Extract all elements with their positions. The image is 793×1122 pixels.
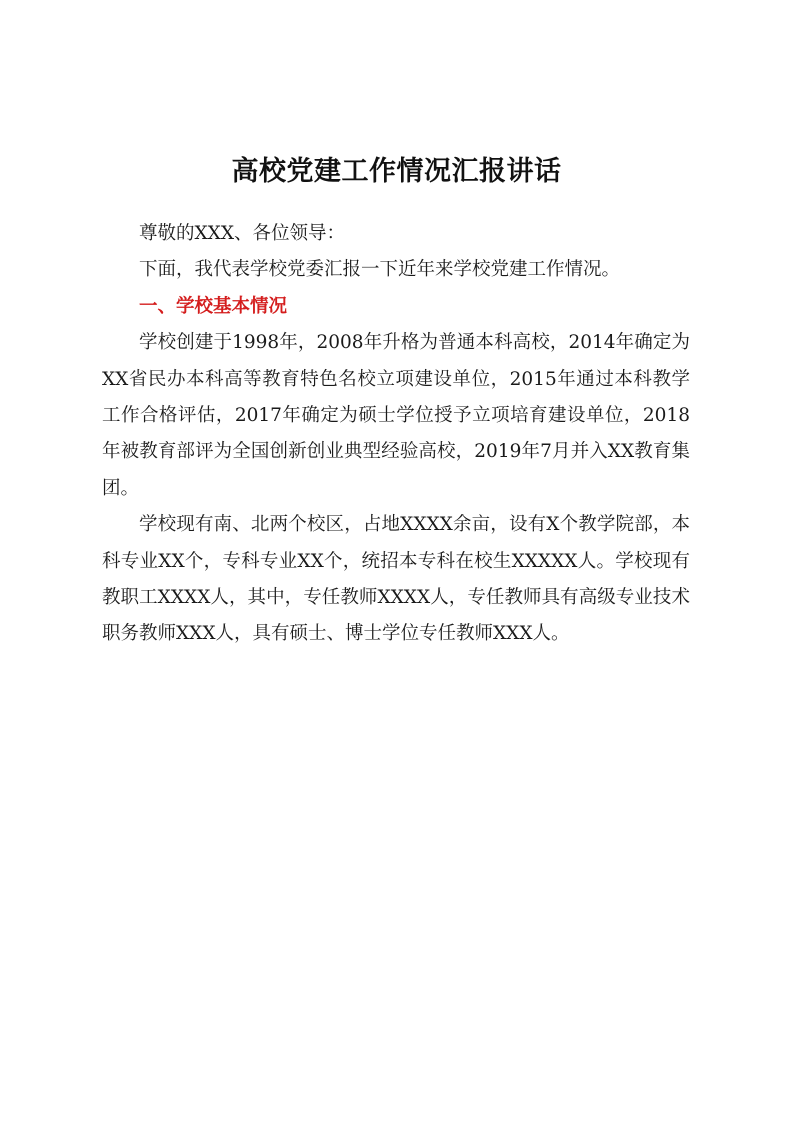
document-body xyxy=(102,216,690,653)
intro-paragraph: 下面，我代表学校党委汇报一下近年来学校党建工作情况。 xyxy=(139,259,621,281)
paragraph-school-scale: 学校现有南、北两个校区，占地XXXX余亩，设有X个教学院部，本科专业XX个，专科专业XX个，统招本专科在校生XXXXX人。学校现有教职工XXXX人，其中，专任教师XXXX人，专任教师具有高级专业技术职务教师XXX人，具有硕士、博士学位专任教师XXX人。 xyxy=(102,514,690,645)
document-title: 高校党建工作情况汇报讲话 xyxy=(231,156,562,187)
salutation: 尊敬的XXX、各位领导： xyxy=(139,223,346,244)
paragraph-school-history: 学校创建于1998年，2008年升格为普通本科高校，2014年确定为XX省民办本科高等教育特色名校立项建设单位，2015年通过本科教学工作合格评估，2017年确定为硕士学位授予立项培育建设单位，2018年被教育部评为全国创新创业典型经验高校，2019年7月并入XX教育集团。 xyxy=(102,332,690,499)
section-heading: 一、学校基本情况 xyxy=(139,295,288,317)
